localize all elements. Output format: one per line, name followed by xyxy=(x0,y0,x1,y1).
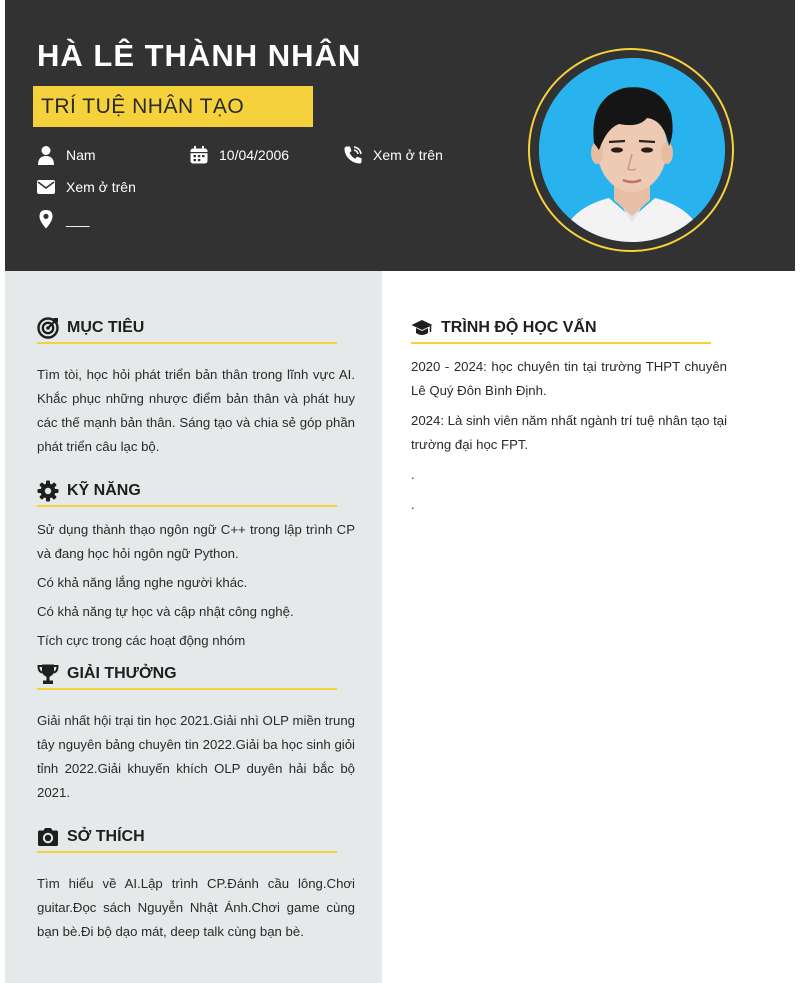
hobbies-section-title xyxy=(37,823,337,853)
birthdate-info xyxy=(189,145,289,165)
hobbies-title: SỞ THÍCH xyxy=(67,828,145,845)
email-value: Xem ở trên xyxy=(66,179,136,195)
education-item: 2024: Là sinh viên năm nhất ngành trí tuệ nhân tạo tại trường đại học FPT. xyxy=(411,413,727,452)
trophy-icon xyxy=(37,663,59,685)
gear-icon xyxy=(37,480,59,502)
gender-value: Nam xyxy=(66,147,96,163)
skills-list xyxy=(37,518,355,653)
address-info xyxy=(36,209,89,229)
job-title-banner: TRÍ TUỆ NHÂN TẠO xyxy=(33,86,313,127)
phone-info xyxy=(343,145,443,165)
skill-item: Có khả năng tự học và cập nhật công nghệ. xyxy=(37,604,294,619)
education-title: TRÌNH ĐỘ HỌC VẤN xyxy=(441,319,597,336)
education-list xyxy=(411,355,727,517)
awards-title: GIẢI THƯỞNG xyxy=(67,665,177,682)
objective-text: Tìm tòi, học hỏi phát triển bản thân trong lĩnh vực AI. Khắc phục những nhược điểm bản thân và phát huy các thế mạnh bản thân. Sáng tạo và chia sẻ góp phần phát triển câu lạc bộ. xyxy=(37,367,355,454)
education-item: . xyxy=(411,497,415,512)
education-item: 2020 - 2024: học chuyên tin tại trường THPT chuyên Lê Quý Đôn Bình Định. xyxy=(411,359,727,398)
skill-item: Sử dụng thành thạo ngôn ngữ C++ trong lập trình CP và đang học hỏi ngôn ngữ Python. xyxy=(37,522,355,561)
address-value: ___ xyxy=(66,211,90,227)
email-info xyxy=(36,177,136,197)
avatar xyxy=(539,58,725,242)
awards-text: Giải nhất hội trại tin học 2021.Giải nhì OLP miền trung tây nguyên bảng chuyên tin 2022.Giải ba học sinh giỏi tỉnh 2022.Giải khuyến khích OLP duyên hải bắc bộ 2021. xyxy=(37,713,355,800)
phone-icon xyxy=(343,145,363,165)
graduation-cap-icon xyxy=(411,317,433,339)
objective-section-title xyxy=(37,314,337,344)
envelope-icon xyxy=(36,177,56,197)
skill-item: Có khả năng lắng nghe người khác. xyxy=(37,575,248,590)
hobbies-text: Tìm hiểu về AI.Lập trình CP.Đánh cầu lông.Chơi guitar.Đọc sách Nguyễn Nhật Ánh.Chơi game cùng bạn bè.Đi bộ dạo mát, deep talk cùng bạn bè. xyxy=(37,876,355,939)
education-item: . xyxy=(411,467,415,482)
skills-section-title xyxy=(37,477,337,507)
target-icon xyxy=(37,317,59,339)
camera-icon xyxy=(37,826,59,848)
gender-info xyxy=(36,145,96,165)
birthdate-value: 10/04/2006 xyxy=(219,147,290,163)
awards-section-title xyxy=(37,660,337,690)
calendar-icon xyxy=(189,145,209,165)
skill-item: Tích cực trong các hoạt động nhóm xyxy=(37,633,246,648)
skills-title: KỸ NĂNG xyxy=(67,482,141,499)
candidate-name: HÀ LÊ THÀNH NHÂN xyxy=(37,38,362,73)
education-section-title xyxy=(411,314,711,344)
person-icon xyxy=(36,145,56,165)
phone-value: Xem ở trên xyxy=(373,147,443,163)
objective-title: MỤC TIÊU xyxy=(67,319,145,336)
map-pin-icon xyxy=(36,209,56,229)
